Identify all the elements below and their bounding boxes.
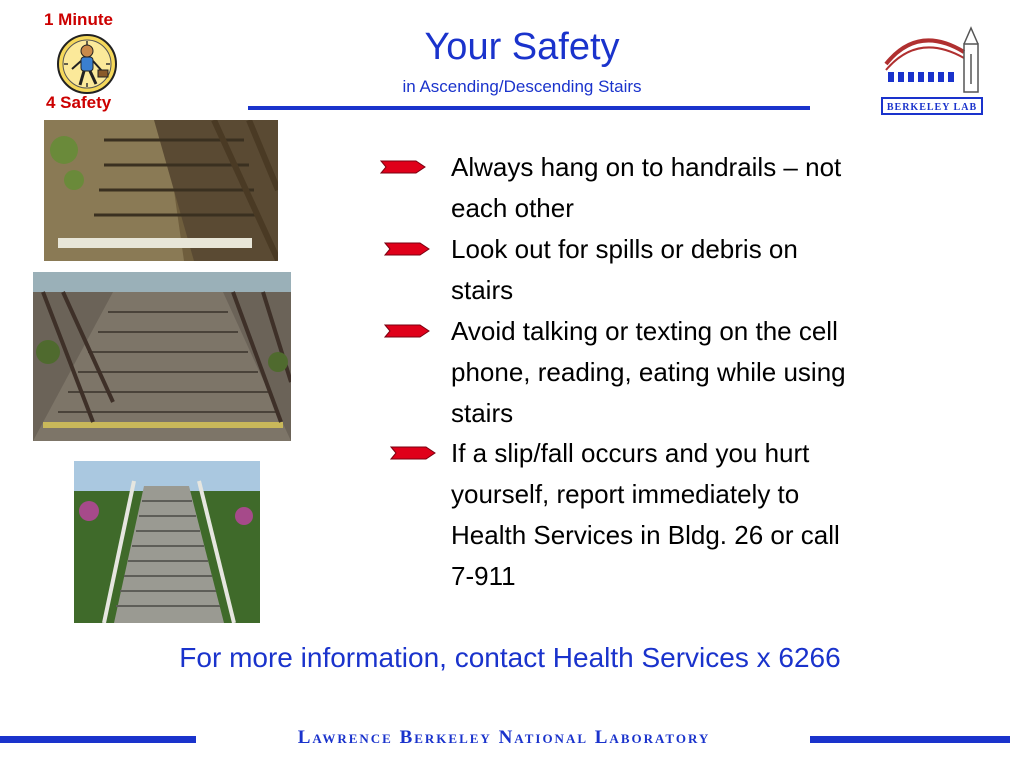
berkeley-lab-logo: [878, 14, 988, 118]
page-title: Your Safety: [424, 26, 620, 68]
bullet-arrow-icon: [380, 159, 426, 175]
footer-lab-name: Lawrence Berkeley National Laboratory: [297, 727, 711, 748]
bullet-line: Always hang on to handrails – not: [451, 152, 842, 182]
stairs-photo-3: [74, 461, 260, 623]
bullet-line: Health Services in Bldg. 26 or call: [451, 520, 840, 550]
bullet-line: Look out for spills or debris on: [451, 234, 798, 264]
bullet-line: stairs: [451, 398, 514, 428]
badge-bottom-label: 4 Safety: [46, 93, 112, 112]
bullet-arrow-icon: [384, 323, 430, 339]
page-subtitle: in Ascending/Descending Stairs: [402, 77, 642, 96]
footer-rule-right: [810, 736, 1010, 743]
stairs-photo-2: [33, 272, 291, 441]
title-divider: [248, 106, 810, 110]
logo-text: BERKELEY LAB: [886, 102, 978, 113]
contact-info: For more information, contact Health Services x 6266: [179, 642, 841, 673]
bullet-line: If a slip/fall occurs and you hurt: [451, 438, 810, 468]
bullet-line: 7-911: [451, 561, 516, 591]
bullet-line: each other: [451, 193, 574, 223]
bullet-line: yourself, report immediately to: [451, 479, 800, 509]
bullet-line: stairs: [451, 275, 514, 305]
stairs-photo-1: [44, 120, 278, 261]
bullet-arrow-icon: [390, 445, 436, 461]
bullet-line: Avoid talking or texting on the cell: [451, 316, 838, 346]
bullet-arrow-icon: [384, 241, 430, 257]
badge-top-label: 1 Minute: [44, 10, 113, 29]
footer-rule-left: [0, 736, 196, 743]
bullet-line: phone, reading, eating while using: [451, 357, 846, 387]
